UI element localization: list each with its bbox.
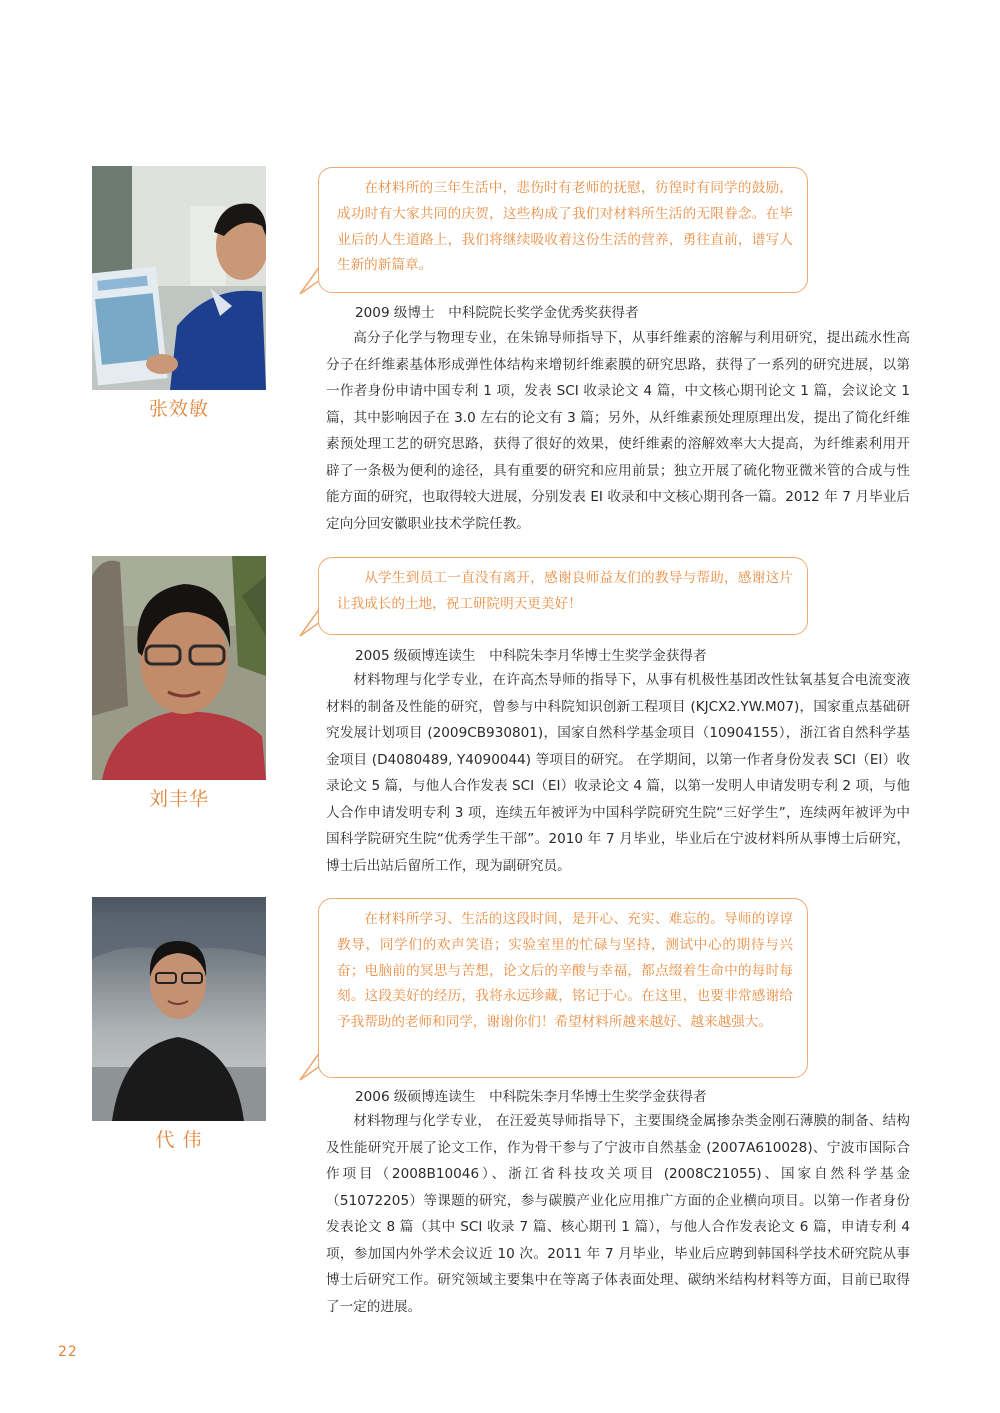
- profile-bio: 高分子化学与物理专业，在朱锦导师指导下，从事纤维素的溶解与利用研究，提出疏水性高分子在纤维素基体形成弹性体结构来增韧纤维素膜的研究思路，获得了一系列的研究进展，以第一作者身份申请中国专利 1 项，发表 SCI 收录论文 4 篇，中文核心期刊论文 1 篇，会议论文 1 篇，其中影响因子在 3.0 左右的论文有 3 篇；另外，从纤维素预处理原理出发，提出了简化纤维素预处理工艺的研究思路，获得了很好的效果，使纤维素的溶解效率大大提高，为纤维素利用开辟了一条极为便利的途径，具有重要的研究和应用前景；独立开展了硫化物亚微米管的合成与性能方面的研究，也取得较大进展，分别发表 EI 收录和中文核心期刊各一篇。2012 年 7 月毕业后定向分回安徽职业技术学院任教。: [326, 330, 910, 532]
- profile-bio: 材料物理与化学专业，在许高杰导师的指导下，从事有机极性基团改性钛氧基复合电流变液材料的制备及性能的研究，曾参与中科院知识创新工程项目 (KJCX2.YW.M07)，国家重点基础研究发展计划项目 (2009CB930801)，国家自然科学基金项目（10904155），浙江省自然科学基金项目 (D4080489, Y4090044) 等项目的研究。 在学期间，以第一作者身份发表 SCI（EI）收录论文 5 篇，与他人合作发表 SCI（EI）收录论文 4 篇，以第一发明人申请发明专利 2 项，与他人合作申请发明专利 3 项，连续五年被评为中国科学院研究生院“三好学生”，连续两年被评为中国科学院研究生院“优秀学生干部”。2010 年 7 月毕业，毕业后在宁波材料所从事博士后研究，博士后出站后留所工作，现为副研究员。: [326, 672, 910, 874]
- profile-subtitle: 2005 级硕博连读生 中科院朱李月华博士生奖学金获得者: [355, 648, 707, 664]
- profile-name: 刘丰华: [148, 788, 209, 810]
- profile-subtitle: 2006 级硕博连读生 中科院朱李月华博士生奖学金获得者: [355, 1089, 707, 1105]
- portrait-photo-zhang-xiaomin: [92, 166, 266, 390]
- portrait-image: [92, 166, 266, 390]
- portrait-photo-dai-wei: [92, 897, 266, 1121]
- portrait-image: [92, 556, 266, 780]
- quote-bubble: 在材料所的三年生活中，悲伤时有老师的抚慰，彷徨时有同学的鼓励，成功时有大家共同的庆贺，这些构成了我们对材料所生活的无限眷念。在毕业后的人生道路上，我们将继续吸收着这份生活的营养，勇往直前，谱写人生新的新篇章。: [318, 167, 808, 293]
- profile-subtitle: 2009 级博士 中科院院长奖学金优秀奖获得者: [355, 305, 639, 321]
- page-number: 22: [58, 1344, 78, 1360]
- profile-name: 代 伟: [155, 1129, 203, 1151]
- quote-bubble: 从学生到员工一直没有离开，感谢良师益友们的教导与帮助，感谢这片让我成长的土地，祝工研院明天更美好！: [318, 557, 808, 635]
- quote-bubble: 在材料所学习、生活的这段时间，是开心、充实、难忘的。导师的谆谆教导，同学们的欢声笑语；实验室里的忙碌与坚持，测试中心的期待与兴奋；电脑前的冥思与苦想，论文后的辛酸与幸福，都点缀着生命中的每时每刻。这段美好的经历，我将永远珍藏，铭记于心。在这里，也要非常感谢给予我帮助的老师和同学，谢谢你们！希望材料所越来越好、越来越强大。: [318, 898, 808, 1078]
- portrait-photo-liu-fenghua: [92, 556, 266, 780]
- profile-name: 张效敏: [148, 398, 209, 420]
- profile-bio: 材料物理与化学专业， 在汪爱英导师指导下，主要围绕金属掺杂类金刚石薄膜的制备、结构及性能研究开展了论文工作，作为骨干参与了宁波市自然基金 (2007A610028)、宁波市国际合作项目（2008B10046）、浙江省科技攻关项目 (2008C21055)、国家自然科学基金（51072205）等课题的研究，参与碳膜产业化应用推广方面的企业横向项目。以第一作者身份发表论文 8 篇（其中 SCI 收录 7 篇、核心期刊 1 篇），与他人合作发表论文 6 篇，申请专利 4 项，参加国内外学术会议近 10 次。2011 年 7 月毕业，毕业后应聘到韩国科学技术研究院从事博士后研究工作。研究领域主要集中在等离子体表面处理、碳纳米结构材料等方面，目前已取得了一定的进展。: [326, 1113, 910, 1315]
- portrait-image: [92, 897, 266, 1121]
